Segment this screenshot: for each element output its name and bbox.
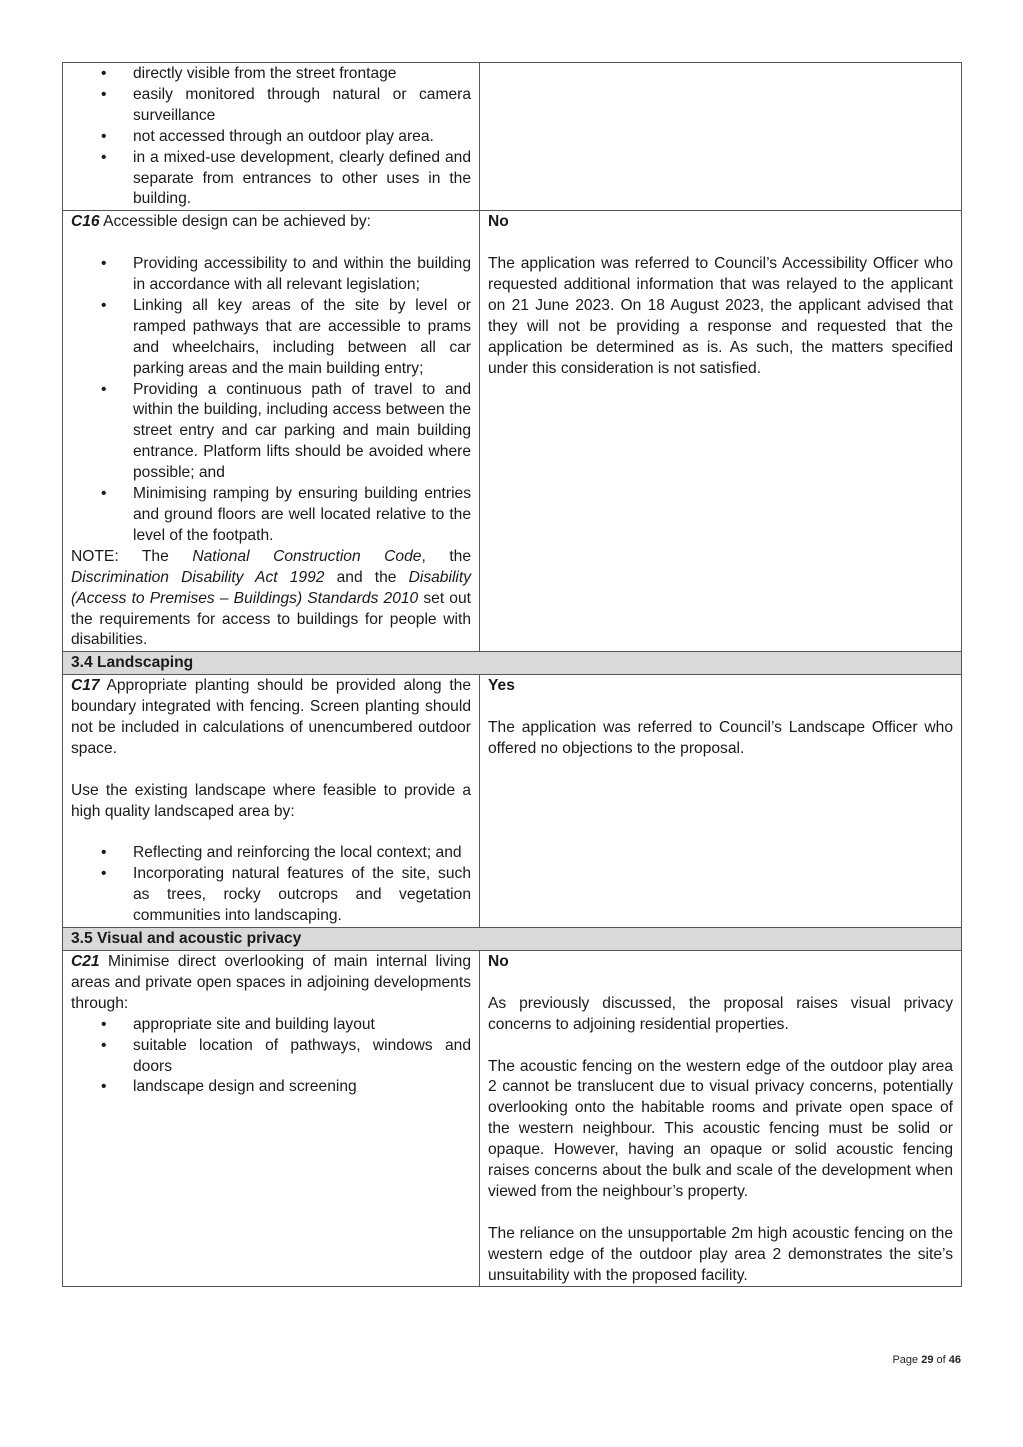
compliance-status: No xyxy=(488,213,509,231)
comment-cell xyxy=(480,675,962,928)
list-item: • appropriate site and building layout xyxy=(71,1015,471,1036)
control-cell xyxy=(63,675,480,928)
total-pages: 46 xyxy=(948,1354,961,1366)
control-cell xyxy=(63,211,480,652)
section-row xyxy=(63,928,962,951)
section-row xyxy=(63,652,962,675)
comment-text: The application was referred to Council’s Landscape Officer who offered no objections to the proposal. xyxy=(488,719,953,757)
list-item: • landscape design and screening xyxy=(71,1077,471,1098)
control-note xyxy=(71,547,471,652)
comment-cell xyxy=(480,211,962,652)
note-italic: Disability (Access to Premises – Buildings) Standards 2010 xyxy=(71,568,471,607)
bullet-list xyxy=(71,1015,471,1099)
list-item: • suitable location of pathways, windows and doors xyxy=(71,1036,471,1078)
page-of-label: of xyxy=(933,1354,949,1366)
note-text: set out the requirements for access to buildings for people with disabilities. xyxy=(71,589,471,649)
table-row xyxy=(63,63,962,211)
comment-cell xyxy=(480,951,962,1287)
comment-text: The reliance on the unsupportable 2m high acoustic fencing on the western edge of the outdoor play area 2 demonstrates the site’s unsuitability with the proposed facility. xyxy=(488,1224,953,1284)
section-heading: 3.4 Landscaping xyxy=(63,652,962,675)
comment-text: The application was referred to Council’s Accessibility Officer who requested additional information that was relayed to the applicant on 21 June 2023. On 18 August 2023, the applicant advised that they will not be providing a response and requested that the application be determined as is. As such, the matters specified under this consideration is not satisfied. xyxy=(488,255,953,377)
page-number xyxy=(892,1354,961,1366)
control-text: Accessible design can be achieved by: xyxy=(103,213,371,231)
section-heading: 3.5 Visual and acoustic privacy xyxy=(63,928,962,951)
list-item: • Providing accessibility to and within the building in accordance with all relevant legislation; xyxy=(71,254,471,296)
control-cell xyxy=(63,63,480,211)
control-text-body: Appropriate planting should be provided along the boundary integrated with fencing. Screen planting should not be included in calculations of unencumbered outdoor space. xyxy=(71,677,471,757)
comment-text: As previously discussed, the proposal raises visual privacy concerns to adjoining residential properties. xyxy=(488,994,953,1033)
table-row xyxy=(63,951,962,1287)
control-ref: C16 xyxy=(71,213,100,231)
note-text: , the xyxy=(421,547,472,565)
compliance-status: No xyxy=(488,953,509,971)
bullet-list xyxy=(71,64,471,210)
comment-text: The acoustic fencing on the western edge of the outdoor play area 2 cannot be translucent due to visual privacy concerns, potentially overlooking onto the habitable rooms and private open space of the western neighbour. This acoustic fencing must be solid or opaque. However, having an opaque or solid acoustic fencing raises concerns about the bulk and scale of the development when viewed from the neighbour’s property. xyxy=(488,1057,953,1200)
current-page: 29 xyxy=(921,1354,934,1366)
control-ref: C17 xyxy=(71,677,100,695)
control-ref: C21 xyxy=(71,953,100,971)
note-italic: National Construction Code xyxy=(192,547,422,565)
note-text: NOTE: The xyxy=(71,547,193,565)
list-item: • Linking all key areas of the site by level or ramped pathways that are accessible to prams and wheelchairs, including between all car parking areas and the main building entry; xyxy=(71,296,471,380)
list-item: • Reflecting and reinforcing the local context; and xyxy=(71,843,471,864)
control-text xyxy=(71,952,471,1015)
list-item: • Minimising ramping by ensuring building entries and ground floors are well located relative to the level of the footpath. xyxy=(71,484,471,547)
bullet-list xyxy=(71,843,471,927)
assessment-table xyxy=(62,62,962,1287)
control-cell xyxy=(63,951,480,1287)
table-row xyxy=(63,675,962,928)
list-item: • not accessed through an outdoor play area. xyxy=(71,127,471,148)
compliance-status: Yes xyxy=(488,677,515,695)
list-item: • Incorporating natural features of the site, such as trees, rocky outcrops and vegetation communities into landscaping. xyxy=(71,864,471,927)
note-text: and the xyxy=(324,568,409,586)
comment-cell xyxy=(480,63,962,211)
list-item: • in a mixed-use development, clearly defined and separate from entrances to other uses in the building. xyxy=(71,148,471,211)
note-italic: Discrimination Disability Act 1992 xyxy=(71,568,325,586)
control-intro xyxy=(71,212,471,233)
list-item: • easily monitored through natural or camera surveillance xyxy=(71,85,471,127)
table-row xyxy=(63,211,962,652)
page-label: Page xyxy=(892,1354,922,1366)
bullet-list xyxy=(71,254,471,547)
control-text: Use the existing landscape where feasible to provide a high quality landscaped area by: xyxy=(71,781,471,820)
list-item: • directly visible from the street frontage xyxy=(71,64,471,85)
list-item: • Providing a continuous path of travel to and within the building, including access between the street entry and car parking and main building entrance. Platform lifts should be avoided where possible; and xyxy=(71,380,471,485)
control-text-body: Minimise direct overlooking of main internal living areas and private open spaces in adjoining developments through: xyxy=(71,953,471,1012)
control-text xyxy=(71,676,471,760)
